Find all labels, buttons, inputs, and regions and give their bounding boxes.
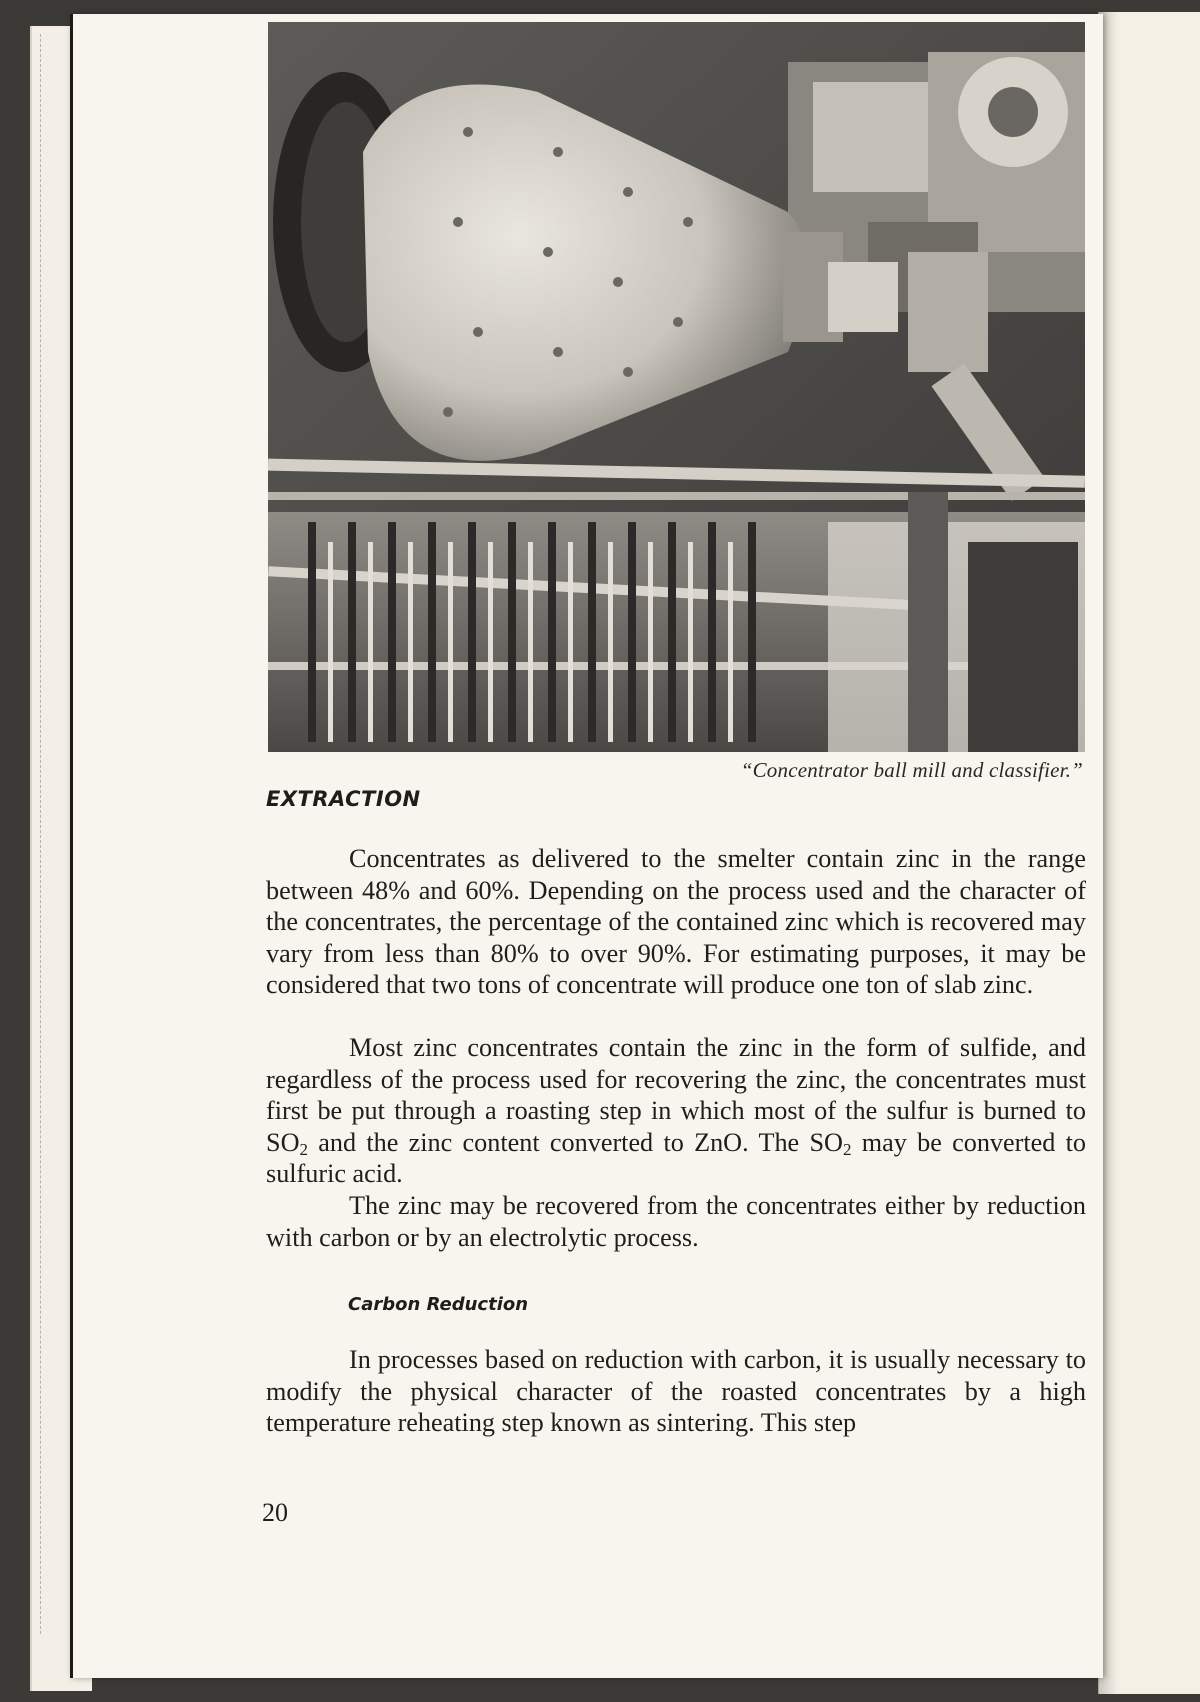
paragraph-carbon-reduction: In processes based on reduction with carbon, it is usually necessary to modify the physical character of the roasted concentrates by a high temperature reheating step known as sintering. This step (266, 1345, 1086, 1437)
subscript-2: 2 (299, 1139, 308, 1159)
photo-caption: “Concentrator ball mill and classifier.” (740, 758, 1083, 782)
paragraph-concentrates: Concentrates as delivered to the smelter contain zinc in the range between 48% and 60%. Depending on the process used and the character of the concentrates, the percentage of the contained zinc which is recovered may vary from less than 80% to over 90%. For estimating purposes, it may be considered that two tons of concentrate will produce one ton of slab zinc. (266, 844, 1086, 999)
page-stack-lines (40, 34, 42, 1634)
section-heading: EXTRACTION (266, 787, 421, 811)
paragraph-roasting-part-c: may be converted to sulfuric acid. (266, 1127, 1086, 1188)
subscript-2: 2 (842, 1139, 852, 1159)
paragraph-roasting-part-b: and the zinc content converted to ZnO. The SO (307, 1127, 843, 1157)
ball-mill-illustration (268, 22, 1085, 752)
subheading-carbon-reduction: Carbon Reduction (348, 1294, 529, 1315)
ball-mill-photo (268, 22, 1085, 752)
page-number: 20 (262, 1498, 288, 1527)
paragraph-recovery-methods: The zinc may be recovered from the concentrates either by reduction with carbon or by an electrolytic process. (266, 1191, 1086, 1252)
paragraph-roasting-part-a: Most zinc concentrates contain the zinc in the form of sulfide, and regardless of the process used for recovering the zinc, the concentrates must first be put through a roasting step in which most of the sulfur is burned to SO (266, 1033, 1086, 1157)
paragraph-roasting (266, 1032, 1086, 1190)
